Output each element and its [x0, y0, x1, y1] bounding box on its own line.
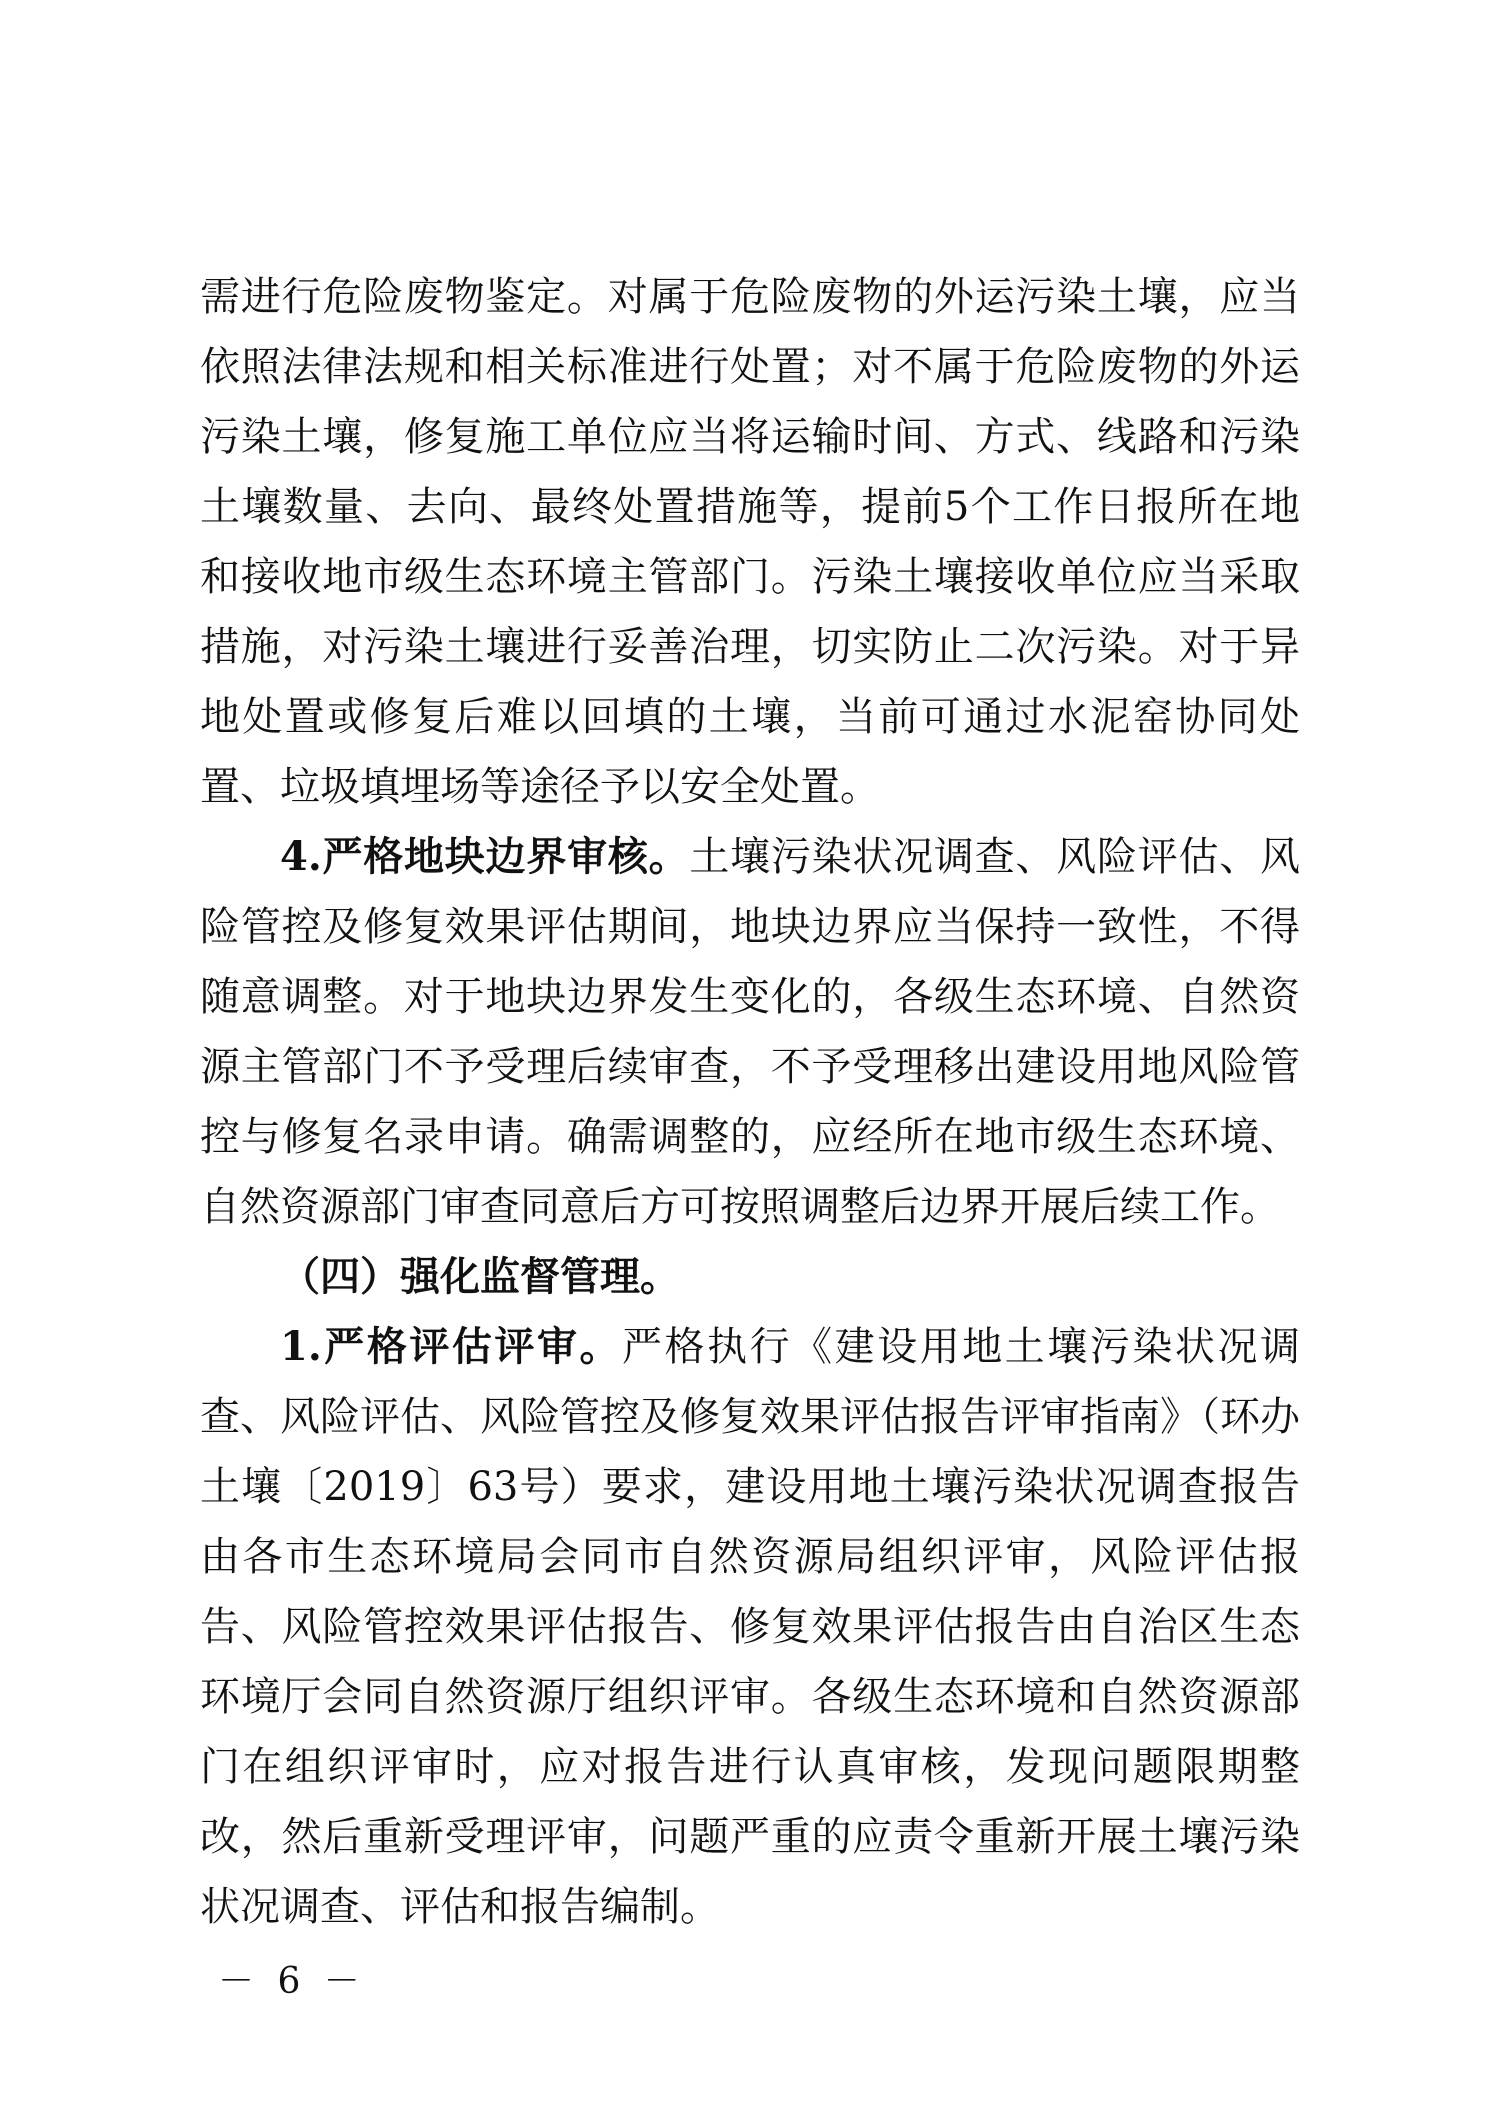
document-body: [200, 262, 1300, 1942]
paragraph-boundary-review: [200, 822, 1300, 1242]
section-title: [200, 1242, 1300, 1312]
page-number: － 6 －: [218, 1961, 366, 2002]
paragraph-evaluation-review: [200, 1312, 1300, 1942]
paragraph-heading: 1.严格评估评审。: [280, 1323, 623, 1370]
section-title-text: （四）强化监督管理。: [280, 1253, 680, 1300]
paragraph-heading: 4.严格地块边界审核。: [280, 833, 690, 880]
paragraph-continuation: [200, 262, 1300, 822]
paragraph-text: 严格执行《建设用地土壤污染状况调查、风险评估、风险管控及修复效果评估报告评审指南》（环办土壤〔2019〕63号）要求，建设用地土壤污染状况调查报告由各市生态环境局会同市自然资源局组织评审，风险评估报告、风险管控效果评估报告、修复效果评估报告由自治区生态环境厅会同自然资源厅组织评审。各级生态环境和自然资源部门在组织评审时，应对报告进行认真审核，发现问题限期整改，然后重新受理评审，问题严重的应责令重新开展土壤污染状况调查、评估和报告编制。: [200, 1324, 1300, 1930]
paragraph-text: 需进行危险废物鉴定。对属于危险废物的外运污染土壤，应当依照法律法规和相关标准进行处置；对不属于危险废物的外运污染土壤，修复施工单位应当将运输时间、方式、线路和污染土壤数量、去向、最终处置措施等，提前5个工作日报所在地和接收地市级生态环境主管部门。污染土壤接收单位应当采取措施，对污染土壤进行妥善治理，切实防止二次污染。对于异地处置或修复后难以回填的土壤，当前可通过水泥窑协同处置、垃圾填埋场等途径予以安全处置。: [200, 274, 1300, 810]
paragraph-text: 土壤污染状况调查、风险评估、风险管控及修复效果评估期间，地块边界应当保持一致性，不得随意调整。对于地块边界发生变化的，各级生态环境、自然资源主管部门不予受理后续审查，不予受理移出建设用地风险管控与修复名录申请。确需调整的，应经所在地市级生态环境、自然资源部门审查同意后方可按照调整后边界开展后续工作。: [200, 834, 1300, 1230]
